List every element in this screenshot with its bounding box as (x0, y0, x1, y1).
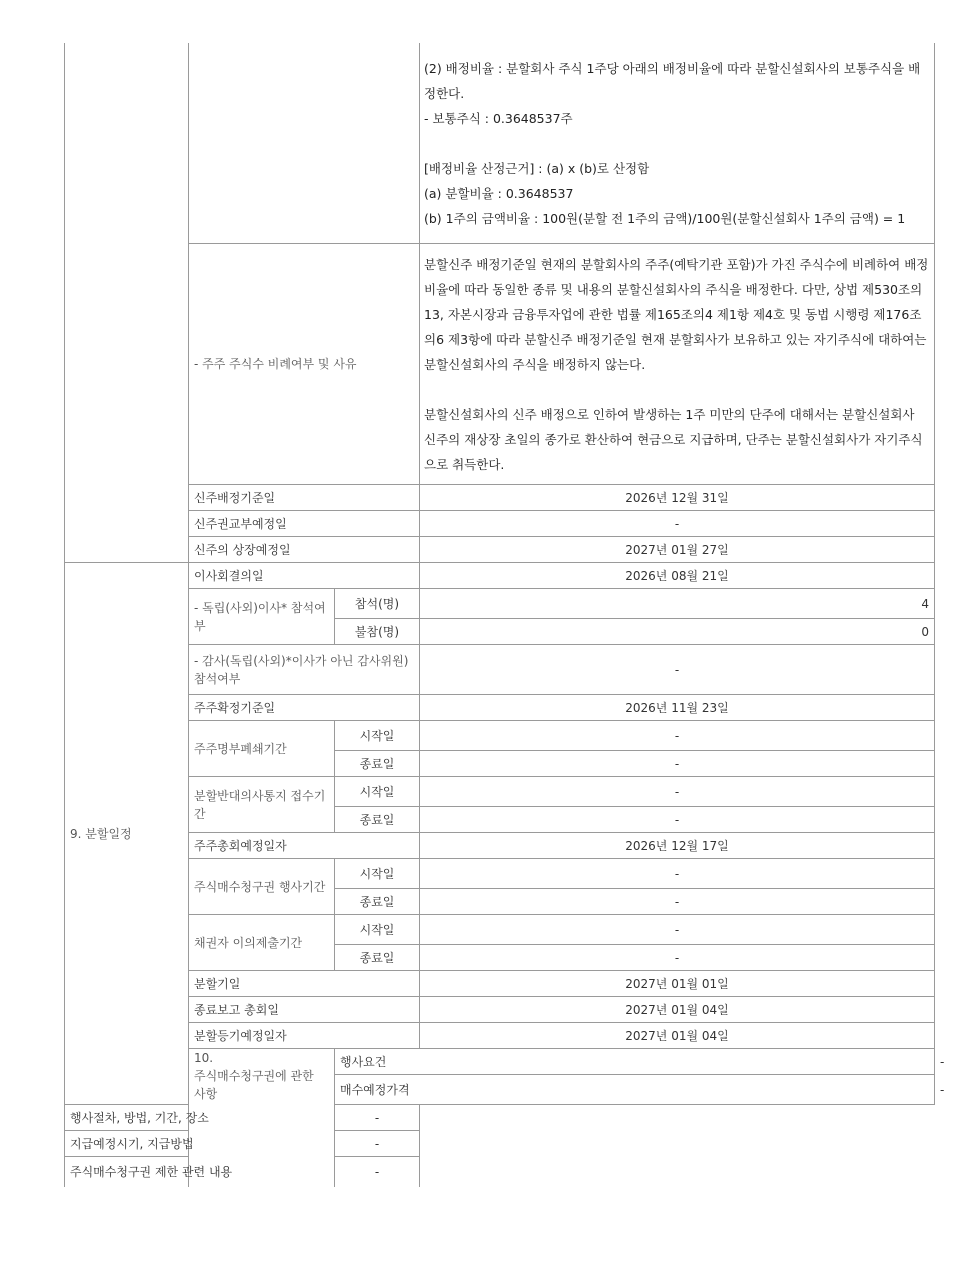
closure-start-label: 시작일 (335, 721, 420, 751)
closure-start-row (65, 721, 935, 751)
closure-start-value: - (420, 721, 935, 751)
payment-row (65, 1131, 935, 1157)
appraisal-end-label: 종료일 (335, 889, 420, 915)
restriction-row (65, 1157, 935, 1187)
appraisal-section-label: 10. 주식매수청구권에 관한 사항 (189, 1049, 335, 1187)
payment-value: - (335, 1131, 420, 1157)
record-date-value: 2026년 12월 31일 (420, 485, 935, 511)
record-date-label: 신주배정기준일 (189, 485, 420, 511)
listing-date-label: 신주의 상장예정일 (189, 537, 420, 563)
creditor-start-value: - (420, 915, 935, 945)
absent-label: 불참(명) (335, 619, 420, 645)
ratio-line (424, 131, 930, 156)
requirements-label: 행사요건 (335, 1049, 935, 1075)
present-label: 참석(명) (335, 589, 420, 619)
ratio-line: (a) 분할비율 : 0.3648537 (424, 185, 574, 201)
split-date-value: 2027년 01월 01일 (420, 971, 935, 997)
ratio-line: - 보통주식 : 0.3648537주 (424, 110, 573, 126)
report-row (65, 997, 935, 1023)
absent-value: 0 (420, 619, 935, 645)
dissent-label: 분할반대의사통지 접수기간 (189, 777, 335, 833)
closure-end-label: 종료일 (335, 751, 420, 777)
cert-date-label: 신주권교부예정일 (189, 511, 420, 537)
procedure-label: 행사절차, 방법, 기간, 장소 (65, 1105, 335, 1131)
restriction-label: 주식매수청구권 제한 관련 내용 (65, 1157, 335, 1187)
schedule-section-label: 9. 분할일정 (65, 563, 189, 1105)
creditor-end-value: - (420, 945, 935, 971)
split-date-label: 분할기일 (189, 971, 420, 997)
board-date-value: 2026년 08월 21일 (420, 563, 935, 589)
procedure-value: - (335, 1105, 420, 1131)
cert-date-value: - (420, 511, 935, 537)
shareholder-record-value: 2026년 11월 23일 (420, 695, 935, 721)
price-label: 매수예정가격 (335, 1075, 935, 1105)
proportional-paragraph: 분할신설회사의 신주 배정으로 인하여 발생하는 1주 미만의 단주에 대해서는 분할신설회사 신주의 재상장 초일의 종가로 환산하여 현금으로 지급하며, 단주는 분할신설회사가 자기주식으로 취득한다. (424, 406, 923, 472)
allocation-ratio-row (65, 43, 935, 244)
present-value: 4 (420, 589, 935, 619)
requirements-row: 10. 주식매수청구권에 관한 사항 행사요건 - (65, 1049, 935, 1075)
split-disclosure-table (64, 43, 945, 1187)
listing-date-value: 2027년 01월 27일 (420, 537, 935, 563)
restriction-value: - (335, 1157, 420, 1187)
procedure-row (65, 1105, 935, 1131)
dissent-start-row (65, 777, 935, 807)
listing-date-row (65, 537, 935, 563)
proportional-row (65, 244, 935, 485)
ratio-line: (b) 1주의 금액비율 : 100원(분할 전 1주의 금액)/100원(분할신설회사 1주의 금액) = 1 (424, 210, 906, 226)
report-label: 종료보고 총회일 (189, 997, 420, 1023)
proportional-text (420, 244, 935, 485)
section-cell-continued (65, 43, 189, 563)
price-row: 매수예정가격 - (65, 1075, 935, 1105)
board-date-label: 이사회결의일 (189, 563, 420, 589)
appraisal-start-value: - (420, 859, 935, 889)
meeting-row (65, 833, 935, 859)
dissent-end-value: - (420, 807, 935, 833)
proportional-paragraph (424, 377, 930, 402)
board-date-row (65, 563, 935, 589)
allocation-ratio-text (420, 43, 935, 244)
ratio-line: (2) 배정비율 : 분할회사 주식 1주당 아래의 배정비율에 따라 분할신설회사의 보통주식을 배정한다. (424, 60, 921, 101)
ratio-line: [배정비율 산정근거] : (a) x (b)로 산정함 (424, 160, 650, 176)
record-date-row (65, 485, 935, 511)
auditor-label: - 감사(독립(사외)*이사가 아닌 감사위원) 참석여부 (189, 645, 420, 695)
creditor-label: 채권자 이의제출기간 (189, 915, 335, 971)
dissent-start-value: - (420, 777, 935, 807)
appraisal-period-label: 주식매수청구권 행사기간 (189, 859, 335, 915)
closure-label: 주주명부폐쇄기간 (189, 721, 335, 777)
creditor-start-row (65, 915, 935, 945)
split-date-row (65, 971, 935, 997)
payment-label: 지급예정시기, 지급방법 (65, 1131, 335, 1157)
report-value: 2027년 01월 04일 (420, 997, 935, 1023)
cert-date-row (65, 511, 935, 537)
closure-end-value: - (420, 751, 935, 777)
shareholder-record-label: 주주확정기준일 (189, 695, 420, 721)
appraisal-start-label: 시작일 (335, 859, 420, 889)
meeting-value: 2026년 12월 17일 (420, 833, 935, 859)
shareholder-record-row (65, 695, 935, 721)
appraisal-start-row (65, 859, 935, 889)
outside-director-label: - 독립(사외)이사* 참석여부 (189, 589, 335, 645)
creditor-start-label: 시작일 (335, 915, 420, 945)
registration-row (65, 1023, 935, 1049)
creditor-end-label: 종료일 (335, 945, 420, 971)
appraisal-end-value: - (420, 889, 935, 915)
outside-present-row (65, 589, 935, 619)
dissent-end-label: 종료일 (335, 807, 420, 833)
registration-value: 2027년 01월 04일 (420, 1023, 935, 1049)
auditor-row (65, 645, 935, 695)
allocation-ratio-label (189, 43, 420, 244)
registration-label: 분할등기예정일자 (189, 1023, 420, 1049)
meeting-label: 주주총회예정일자 (189, 833, 420, 859)
auditor-value: - (420, 645, 935, 695)
proportional-paragraph: 분할신주 배정기준일 현재의 분할회사의 주주(예탁기관 포함)가 가진 주식수에 비례하여 배정비율에 따라 동일한 종류 및 내용의 분할신설회사의 주식을 배정한다. 다만, 상법 제530조의13, 자본시장과 금융투자업에 관한 법률 제165조의4 제1항 제4호 및 동법 시행령 제176조의6 제3항에 따라 분할신주 배정기준일 현재 분할회사가 보유하고 있는 자기주식에 대하여는 분할신설회사의 주식을 배정하지 않는다. (424, 256, 929, 372)
proportional-label: - 주주 주식수 비례여부 및 사유 (189, 244, 420, 485)
dissent-start-label: 시작일 (335, 777, 420, 807)
